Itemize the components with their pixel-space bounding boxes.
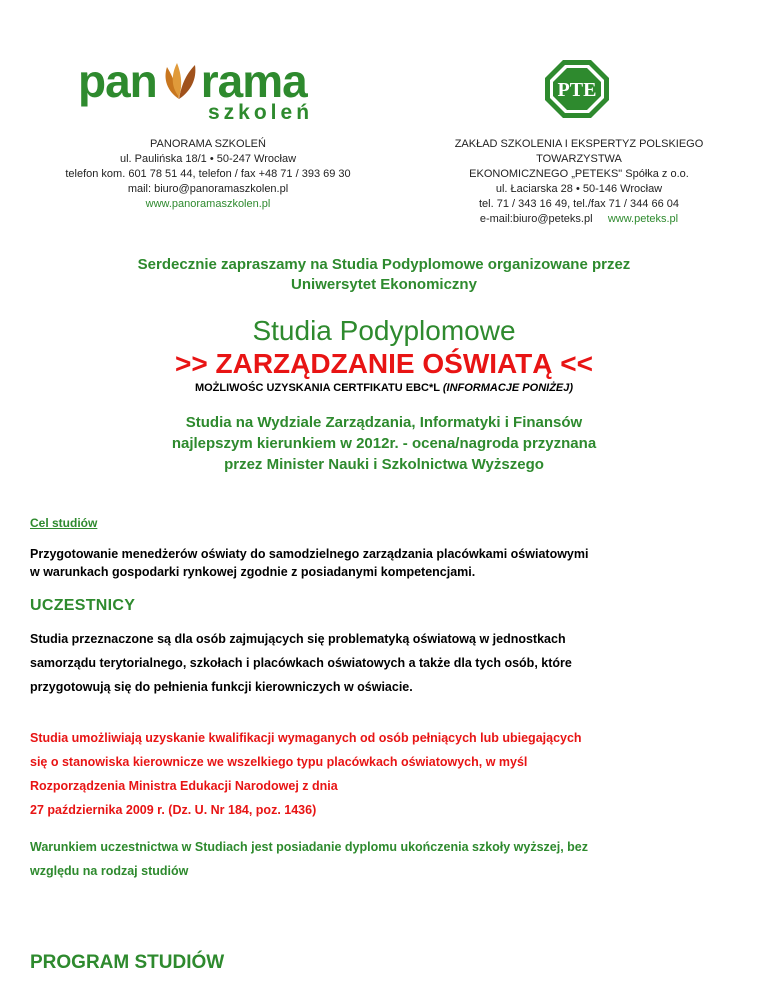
program-heading: PROGRAM STUDIÓW <box>30 952 225 973</box>
participants-line: Studia przeznaczone są dla osób zajmujących się problematyką oświatową w jednostkach <box>30 632 566 646</box>
logo-subtitle: szkoleń <box>208 101 314 124</box>
course-name: >> ZARZĄDZANIE OŚWIATĄ << <box>175 348 593 379</box>
faculty-line: Studia na Wydziale Zarządzania, Informatyki i Finansów <box>185 414 583 431</box>
intro-line: Serdecznie zapraszamy na Studia Podyplomowe organizowane przez <box>137 256 631 273</box>
requirement-text <box>30 835 750 883</box>
contact-website[interactable]: www.panoramaszkolen.pl <box>145 198 271 210</box>
qualifications-line: 27 października 2009 r. (Dz. U. Nr 184, poz. 1436) <box>30 803 317 817</box>
page-title: Studia Podyplomowe <box>252 315 516 346</box>
qualifications-line: Rozporządzenia Ministra Edukacji Narodowej z dnia <box>30 779 338 793</box>
contact-line: EKONOMICZNEGO „PETEKS" Spółka z o.o. <box>469 168 689 180</box>
faculty-line: przez Minister Nauki i Szkolnictwa Wyższego <box>224 456 544 473</box>
requirement-line: Warunkiem uczestnictwa w Studiach jest posiadanie dyplomu ukończenia szkoły wyższej, bez <box>30 840 589 854</box>
contact-line: ul. Paulińska 18/1 • 50-247 Wrocław <box>119 153 297 165</box>
contact-website[interactable]: www.peteks.pl <box>607 213 679 225</box>
contact-email[interactable]: e-mail:biuro@peteks.pl <box>479 213 593 225</box>
participants-text <box>30 627 750 699</box>
contact-line: telefon kom. 601 78 51 44, telefon / fax +48 71 / 393 69 30 <box>65 168 351 180</box>
goal-heading: Cel studiów <box>30 516 98 530</box>
cert-italic: (INFORMACJE PONIŻEJ) <box>442 382 574 394</box>
pte-logo <box>543 58 611 120</box>
qualifications-line: się o stanowiska kierownicze we wszelkiego typu placówkach oświatowych, w myśl <box>30 755 528 769</box>
contact-line: ul. Łaciarska 28 • 50-146 Wrocław <box>495 183 663 195</box>
qualifications-text <box>30 726 750 822</box>
faculty-info <box>60 412 708 475</box>
contact-email[interactable]: mail: biuro@panoramaszkolen.pl <box>127 183 289 195</box>
peteks-contact <box>416 137 742 227</box>
goal-text <box>30 545 750 581</box>
contact-line: tel. 71 / 343 16 49, tel./fax 71 / 344 66 04 <box>479 198 679 210</box>
participants-line: przygotowują się do pełnienia funkcji kierowniczych w oświacie. <box>30 680 413 694</box>
intro-text <box>60 255 708 295</box>
intro-line: Uniwersytet Ekonomiczny <box>291 276 477 293</box>
logo-wordmark: pan rama <box>78 55 307 107</box>
wheat-icon <box>157 61 201 101</box>
panorama-logo <box>78 55 340 128</box>
faculty-line: najlepszym kierunkiem w 2012r. - ocena/nagroda przyznana <box>171 435 597 452</box>
contact-line: PANORAMA SZKOLEŃ <box>150 138 266 150</box>
pte-emblem-icon <box>543 58 611 120</box>
panorama-contact <box>60 137 356 212</box>
contact-web-row <box>416 212 742 227</box>
participants-line: samorządu terytorialnego, szkołach i placówkach oświatowych a także dla tych osób, które <box>30 656 572 670</box>
goal-line: w warunkach gospodarki rynkowej zgodnie z posiadanymi kompetencjami. <box>30 565 476 579</box>
qualifications-line: Studia umożliwiają uzyskanie kwalifikacji wymaganych od osób pełniących lub ubiegających <box>30 731 582 745</box>
contact-line: ZAKŁAD SZKOLENIA I EKSPERTYZ POLSKIEGO TOWARZYSTWA <box>454 138 704 165</box>
svg-text:PTE: PTE <box>557 79 597 101</box>
certificate-note <box>60 381 708 395</box>
cert-main: MOŻLIWOŚC UZYSKANIA CERTFIKATU EBC*L <box>194 382 440 394</box>
requirement-line: względu na rodzaj studiów <box>30 864 189 878</box>
participants-heading: UCZESTNICY <box>30 597 136 614</box>
goal-line: Przygotowanie menedżerów oświaty do samodzielnego zarządzania placówkami oświatowymi <box>30 547 589 561</box>
